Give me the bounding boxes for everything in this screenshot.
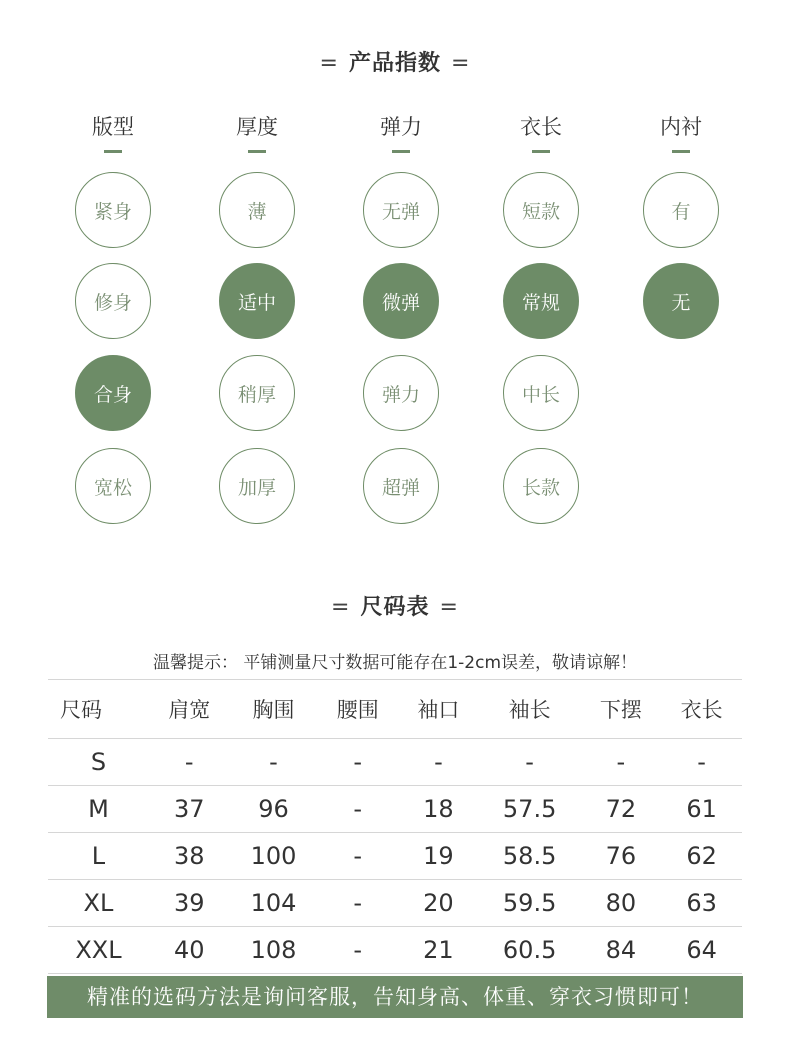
size-table-header-cell: 袖口 xyxy=(398,680,479,739)
size-value-cell: 20 xyxy=(398,880,479,927)
index-column xyxy=(351,112,451,153)
size-value-cell: 61 xyxy=(661,786,742,833)
size-table-header-row xyxy=(48,680,742,739)
size-value-cell: 58.5 xyxy=(479,833,581,880)
size-table-body xyxy=(48,739,742,974)
index-option-selected: 微弹 xyxy=(363,263,439,339)
table-row xyxy=(48,739,742,786)
index-option: 紧身 xyxy=(75,172,151,248)
header-underline xyxy=(104,150,122,153)
index-column-header: 弹力 xyxy=(380,115,422,139)
size-value-cell: - xyxy=(479,739,581,786)
size-value-cell: 80 xyxy=(580,880,661,927)
size-value-cell: - xyxy=(317,880,398,927)
table-row xyxy=(48,927,742,974)
size-value-cell: - xyxy=(580,739,661,786)
index-option-selected: 常规 xyxy=(503,263,579,339)
size-table-header-cell: 下摆 xyxy=(580,680,661,739)
index-column xyxy=(631,112,731,153)
size-value-cell: - xyxy=(661,739,742,786)
size-value-cell: 84 xyxy=(580,927,661,974)
size-value-cell: - xyxy=(398,739,479,786)
index-column xyxy=(63,112,163,153)
index-option: 薄 xyxy=(219,172,295,248)
title-eq-right: = xyxy=(451,51,471,76)
size-value-cell: 60.5 xyxy=(479,927,581,974)
size-table-header-cell: 袖长 xyxy=(479,680,581,739)
index-option: 宽松 xyxy=(75,448,151,524)
index-option: 修身 xyxy=(75,263,151,339)
size-value-cell: - xyxy=(317,927,398,974)
table-row xyxy=(48,833,742,880)
size-chart-title xyxy=(0,590,790,621)
size-value-cell: - xyxy=(149,739,230,786)
size-value-cell: - xyxy=(317,833,398,880)
header-underline xyxy=(248,150,266,153)
size-value-cell: 38 xyxy=(149,833,230,880)
size-table-header-cell: 肩宽 xyxy=(149,680,230,739)
index-option: 弹力 xyxy=(363,355,439,431)
index-option: 长款 xyxy=(503,448,579,524)
size-label-cell: XXL xyxy=(48,927,149,974)
title-eq-left: = xyxy=(319,51,339,76)
size-value-cell: - xyxy=(317,786,398,833)
index-option-selected: 无 xyxy=(643,263,719,339)
size-value-cell: 18 xyxy=(398,786,479,833)
header-underline xyxy=(672,150,690,153)
index-column-header: 厚度 xyxy=(236,115,278,139)
index-option: 中长 xyxy=(503,355,579,431)
index-option: 无弹 xyxy=(363,172,439,248)
size-value-cell: 21 xyxy=(398,927,479,974)
header-underline xyxy=(392,150,410,153)
index-option: 加厚 xyxy=(219,448,295,524)
size-label-cell: XL xyxy=(48,880,149,927)
size-value-cell: - xyxy=(317,739,398,786)
footer-banner: 精准的选码方法是询问客服，告知身高、体重、穿衣习惯即可！ xyxy=(47,976,743,1018)
size-value-cell: 39 xyxy=(149,880,230,927)
index-option-selected: 适中 xyxy=(219,263,295,339)
size-value-cell: 96 xyxy=(230,786,318,833)
index-option: 短款 xyxy=(503,172,579,248)
size-value-cell: 59.5 xyxy=(479,880,581,927)
index-column-header: 衣长 xyxy=(520,115,562,139)
size-table-header-cell: 衣长 xyxy=(661,680,742,739)
title-eq-right: = xyxy=(439,595,459,620)
table-row xyxy=(48,880,742,927)
size-value-cell: 108 xyxy=(230,927,318,974)
index-option: 稍厚 xyxy=(219,355,295,431)
index-option: 有 xyxy=(643,172,719,248)
size-value-cell: 37 xyxy=(149,786,230,833)
size-value-cell: 19 xyxy=(398,833,479,880)
size-label-cell: L xyxy=(48,833,149,880)
header-underline xyxy=(532,150,550,153)
size-value-cell: 40 xyxy=(149,927,230,974)
index-column xyxy=(207,112,307,153)
product-index-title-text: 产品指数 xyxy=(348,51,441,76)
size-value-cell: 76 xyxy=(580,833,661,880)
size-table-header-cell: 胸围 xyxy=(230,680,318,739)
size-value-cell: 72 xyxy=(580,786,661,833)
size-label-cell: S xyxy=(48,739,149,786)
index-column-header: 版型 xyxy=(92,115,134,139)
size-value-cell: 62 xyxy=(661,833,742,880)
measurement-tip: 温馨提示： 平铺测量尺寸数据可能存在1-2cm误差，敬请谅解！ xyxy=(152,653,638,673)
size-value-cell: - xyxy=(230,739,318,786)
title-eq-left: = xyxy=(331,595,351,620)
size-value-cell: 57.5 xyxy=(479,786,581,833)
table-row xyxy=(48,786,742,833)
size-chart-title-text: 尺码表 xyxy=(360,595,430,620)
index-option: 超弹 xyxy=(363,448,439,524)
product-index-title xyxy=(0,46,790,77)
index-column-header: 内衬 xyxy=(660,115,702,139)
index-option-selected: 合身 xyxy=(75,355,151,431)
size-value-cell: 100 xyxy=(230,833,318,880)
size-table xyxy=(48,679,742,974)
size-value-cell: 63 xyxy=(661,880,742,927)
size-value-cell: 104 xyxy=(230,880,318,927)
size-label-cell: M xyxy=(48,786,149,833)
size-value-cell: 64 xyxy=(661,927,742,974)
size-table-header-cell: 尺码 xyxy=(48,680,149,739)
index-column xyxy=(491,112,591,153)
size-table-header-cell: 腰围 xyxy=(317,680,398,739)
